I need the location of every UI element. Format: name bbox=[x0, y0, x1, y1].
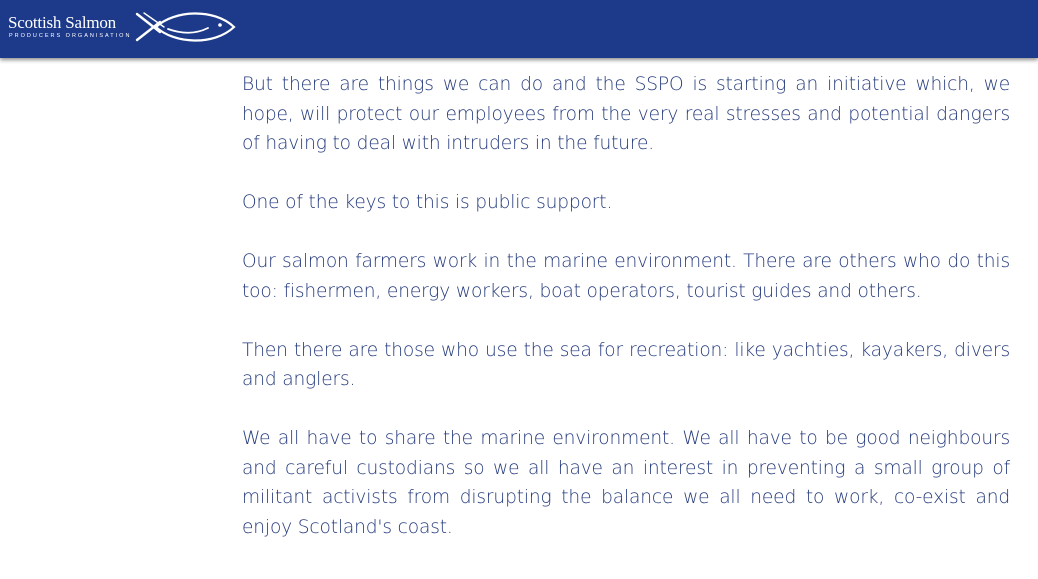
logo-title: Scottish Salmon bbox=[8, 13, 116, 32]
fish-logo-icon bbox=[134, 10, 244, 44]
article-body bbox=[242, 70, 1010, 572]
article-paragraph: But there are things we can do and the SSPO is starting an initiative which, we hope, will protect our employees from the very real stresses and potential dangers of having to deal with intruders in the future. bbox=[242, 74, 1010, 154]
site-header bbox=[0, 0, 1038, 58]
article-paragraph: Then there are those who use the sea for recreation: like yachties, kayakers, divers and anglers. bbox=[242, 339, 1010, 390]
article-paragraph: Our salmon farmers work in the marine environment. There are others who do this too: fishermen, energy workers, boat operators, tourist guides and others. bbox=[242, 251, 1010, 302]
article-paragraph: We all have to share the marine environment. We all have to be good neighbours and careful custodians so we all have an interest in preventing a small group of militant activists from disrupting the balance we all need to work, co-exist and enjoy Scotland's coast. bbox=[242, 428, 1010, 538]
article-paragraph: One of the keys to this is public support. bbox=[242, 192, 613, 213]
logo-subtitle: PRODUCERS ORGANISATION bbox=[9, 33, 132, 39]
site-logo-link[interactable] bbox=[8, 10, 248, 50]
